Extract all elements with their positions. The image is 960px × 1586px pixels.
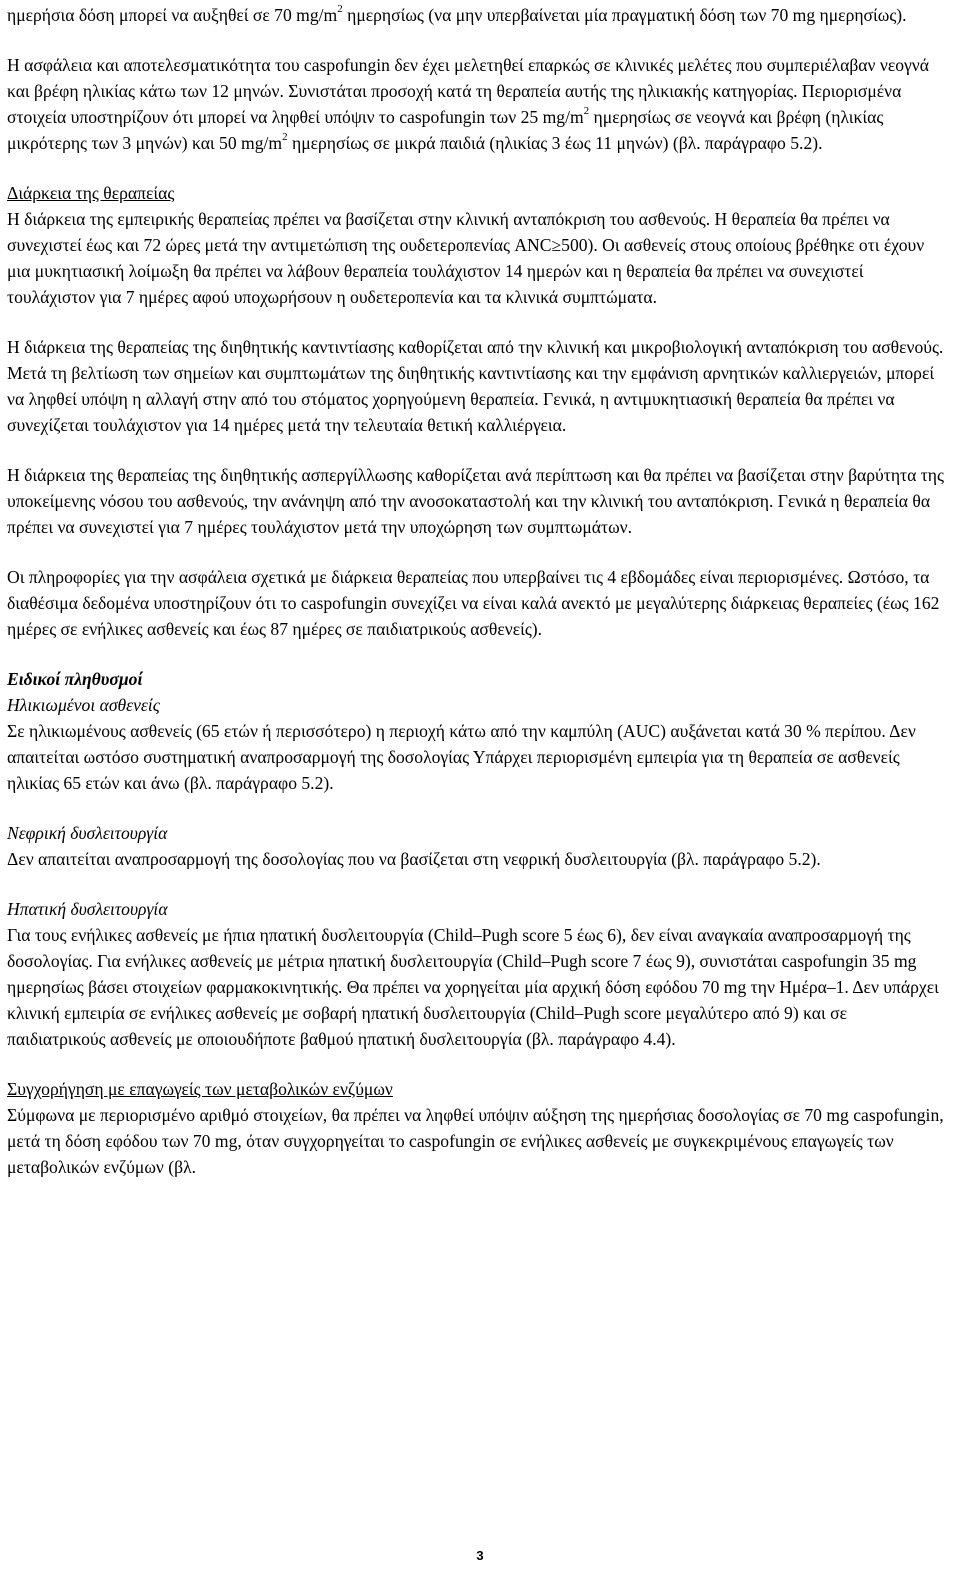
top-fragment-paragraph: [7, 2, 950, 28]
elderly-paragraph: Σε ηλικιωμένους ασθενείς (65 ετών ή περισσότερο) η περιοχή κάτω από την καμπύλη (AUC) αυξάνεται κατά 30 % περίπου. Δεν απαιτείται ωστόσο συστηματική αναπροσαρμογή της δοσολογίας Υπάρχει περιορισμένη εμπειρία για τη θεραπεία σε ασθενείς ηλικίας 65 ετών και άνω (βλ. παράγραφο 5.2).: [7, 721, 916, 793]
text-run: ημερησίως σε νεογνά και βρέφη (ηλικίας μικρότερης των 3 μηνών) και 50 mg/m: [7, 107, 884, 153]
text-run: ημερησίως (να μην υπερβαίνεται μία πραγματική δόση των 70 mg ημερησίως).: [342, 5, 907, 25]
hepatic-heading: Ηπατική δυσλειτουργία: [7, 899, 168, 919]
pediatric-paragraph: [7, 52, 950, 156]
text-run: Η ασφάλεια και αποτελεσματικότητα του caspofungin δεν έχει μελετηθεί επαρκώς σε κλινικές μελέτες που συμπεριέλαβαν νεογνά και βρέφη ηλικίας κάτω των 12 μηνών. Συνιστάται προσοχή κατά τη θεραπεία αυτής της ηλικιακής κατηγορίας. Περιορισμένα στοιχεία υποστηρίζουν ότι μπορεί να ληφθεί υπόψιν το caspofungin των 25 mg/m: [7, 55, 929, 127]
hepatic-paragraph: Για τους ενήλικες ασθενείς με ήπια ηπατική δυσλειτουργία (Child–Pugh score 5 έως 6), δεν είναι αναγκαία αναπροσαρμογή της δοσολογίας. Για ενήλικες ασθενείς με μέτρια ηπατική δυσλειτουργία (Child–Pugh score 7 έως 9), συνιστάται caspofungin 35 mg ημερησίως βάσει στοιχείων φαρμακοκινητικής. Θα πρέπει να χορηγείται μία αρχική δόση εφόδου 70 mg την Ημέρα–1. Δεν υπάρχει κλινική εμπειρία σε ενήλικες ασθενείς με σοβαρή ηπατική δυσλειτουργία (Child–Pugh score μεγαλύτερο από 9) και σε παιδιατρικούς ασθενείς με οποιουδήποτε βαθμού ηπατική δυσλειτουργία (βλ. παράγραφο 4.4).: [7, 925, 939, 1049]
coadministration-heading: Συγχορήγηση με επαγωγείς των μεταβολικών ενζύμων: [7, 1079, 393, 1099]
special-populations-heading: Ειδικοί πληθυσμοί: [7, 669, 143, 689]
duration-paragraph-4: Οι πληροφορίες για την ασφάλεια σχετικά με διάρκεια θεραπείας που υπερβαίνει τις 4 εβδομάδες είναι περιορισμένες. Ωστόσο, τα διαθέσιμα δεδομένα υποστηρίζουν ότι το caspofungin συνεχίζει να είναι καλά ανεκτό με μεγαλύτερης διάρκειας θεραπείες (έως 162 ημέρες σε ενήλικες ασθενείς και έως 87 ημέρες σε παιδιατρικούς ασθενείς).: [7, 567, 940, 639]
greater-equal-symbol: ≥: [551, 235, 562, 255]
text-run: 500). Οι ασθενείς στους οποίους βρέθηκε οτι έχουν μια μυκητιασική λοίμωξη θα πρέπει να λάβουν θεραπεία τουλάχιστον 14 ημερών και η θεραπεία θα πρέπει να συνεχιστεί τουλάχιστον για 7 ημέρες αφού υποχωρήσουν η ουδετεροπενία και τα κλινικά συμπτώματα.: [7, 235, 925, 307]
superscript: 2: [583, 105, 590, 118]
duration-paragraph-2: Η διάρκεια της θεραπείας της διηθητικής καντιντίασης καθορίζεται από την κλινική και μικροβιολογική ανταπόκριση του ασθενούς. Μετά τη βελτίωση των σημείων και συμπτωμάτων της διηθητικής καντιντίασης και την εμφάνιση αρνητικών καλλιεργειών, μπορεί να ληφθεί υπόψη η αλλαγή στην από του στόματος χορηγούμενη θεραπεία. Γενικά, η αντιμυκητιασική θεραπεία θα πρέπει να συνεχίζεται τουλάχιστον για 14 ημέρες μετά την τελευταία θετική καλλιέργεια.: [7, 337, 944, 435]
superscript: 2: [337, 3, 343, 16]
text-run: ημερήσια δόση μπορεί να αυξηθεί σε 70 mg/m: [7, 5, 338, 25]
renal-heading: Νεφρική δυσλειτουργία: [7, 823, 168, 843]
text-run: ημερησίως σε μικρά παιδιά (ηλικίας 3 έως 11 μηνών) (βλ. παράγραφο 5.2).: [287, 133, 823, 153]
duration-paragraph-1: [7, 206, 950, 310]
elderly-heading: Ηλικιωμένοι ασθενείς: [7, 695, 160, 715]
coadministration-paragraph: Σύμφωνα με περιορισμένο αριθμό στοιχείων, θα πρέπει να ληφθεί υπόψιν αύξηση της ημερήσιας δοσολογίας σε 70 mg caspofungin, μετά τη δόση εφόδου των 70 mg, όταν συγχορηγείται το caspofungin σε ενήλικες ασθενείς με συγκεκριμένους επαγωγείς των μεταβολικών ενζύμων (βλ.: [7, 1105, 944, 1177]
page-number: 3: [476, 1548, 484, 1563]
duration-paragraph-3: Η διάρκεια της θεραπείας της διηθητικής ασπεργίλλωσης καθορίζεται ανά περίπτωση και θα πρέπει να βασίζεται στην βαρύτητα της υποκείμενης νόσου του ασθενούς, την ανάνηψη από την ανοσοκαταστολή και την κλινική του ανταπόκριση. Γενικά η θεραπεία θα πρέπει να συνεχιστεί για 7 ημέρες τουλάχιστον μετά την υποχώρηση των συμπτωμάτων.: [7, 465, 944, 537]
duration-heading: Διάρκεια της θεραπείας: [7, 183, 175, 203]
text-run: Η διάρκεια της εμπειρικής θεραπείας πρέπει να βασίζεται στην κλινική ανταπόκριση του ασθενούς. Η θεραπεία θα πρέπει να συνεχιστεί έως και 72 ώρες μετά την αντιμετώπιση της ουδετεροπενίας ANC: [7, 209, 890, 255]
superscript: 2: [282, 131, 288, 144]
renal-paragraph: Δεν απαιτείται αναπροσαρμογή της δοσολογίας που να βασίζεται στη νεφρική δυσλειτουργία (βλ. παράγραφο 5.2).: [7, 849, 821, 869]
